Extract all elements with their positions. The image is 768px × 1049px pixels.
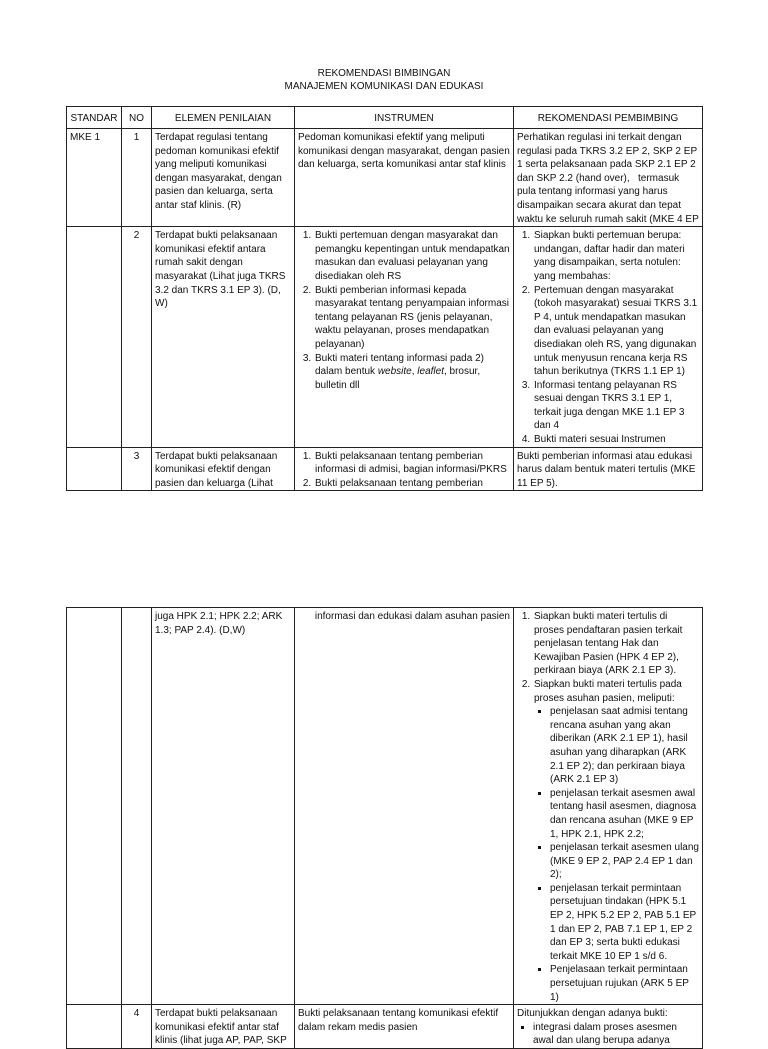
list-item-text: Siapkan bukti materi tertulis pada proses asuhan pasien, meliputi: [534, 678, 682, 704]
list-item: 3. Informasi tentang pelayanan RS sesuai dengan TKRS 3.1 EP 1, terkait juga dengan MKE 1.1 EP 3 dan 4 [533, 379, 699, 433]
no-cell: 2 [122, 227, 152, 448]
column-header-elemen: ELEMEN PENILAIAN [152, 107, 295, 129]
no-cell: 3 [122, 447, 152, 491]
bullet-item: ▪ penjelasan terkait permintaan persetujuan tindakan (HPK 5.1 EP 2, HPK 5.2 EP 2, PAB 5.1 EP 1 dan EP 2, PAB 7.1 EP 1, EP 2 dan EP 3; serta bukti edukasi terkait MKE 10 EP 1 s/d 6. [550, 882, 699, 964]
document-title-line2: MANAJEMEN KOMUNIKASI DAN EDUKASI [284, 81, 484, 92]
bullet-list [534, 705, 699, 1004]
standar-cell: MKE 1 [67, 129, 122, 227]
instrumen-cell [295, 447, 514, 491]
column-header-rekomendasi: REKOMENDASI PEMBIMBING [514, 107, 703, 129]
list-item-text: , brosur, bulletin dll [315, 366, 481, 391]
document-title-line1: REKOMENDASI BIMBINGAN [317, 68, 451, 79]
column-header-standar: STANDAR [67, 107, 122, 129]
instrumen-cell: Bukti pelaksanaan tentang komunikasi efektif dalam rekam medis pasien [295, 1005, 514, 1049]
list-item: 1. Siapkan bukti materi tertulis di proses pendaftaran pasien terkait penjelasan tentang Hak dan Kewajiban Pasien (HPK 4 EP 2), perkiraan biaya (ARK 2.1 EP 3). [533, 610, 699, 678]
instrumen-cell [295, 227, 514, 448]
rekomendasi-cell [514, 1005, 703, 1049]
instrumen-list [298, 229, 510, 392]
elemen-cell: Terdapat bukti pelaksanaan komunikasi efektif dengan pasien dan keluarga (Lihat [152, 447, 295, 491]
column-header-no: NO [122, 107, 152, 129]
bullet-item: ▪ Penjelasaan terkait permintaan persetujuan rujukan (ARK 5 EP 1) [550, 963, 699, 1004]
rekomendasi-list [517, 610, 699, 1004]
list-item-text: , [411, 366, 418, 378]
elemen-cell: Terdapat regulasi tentang pedoman komunikasi efektif yang meliputi komunikasi dengan masyarakat, dengan pasien dan keluarga, serta antar staf klinis. (R) [152, 129, 295, 227]
elemen-cell: Terdapat bukti pelaksanaan komunikasi efektif antar staf klinis (lihat juga AP, PAP, SKP [152, 1005, 295, 1049]
standar-cell [67, 227, 122, 448]
bullet-list [517, 1021, 699, 1048]
rekomendasi-cell: Perhatikan regulasi ini terkait dengan regulasi pada TKRS 3.2 EP 2, SKP 2 EP 1 serta pelaksanaan pada SKP 2.1 EP 2 dan SKP 2.2 (hand over), termasuk pula tentang informasi yang harus disampaikan secara akurat dan tepat waktu ke seluruh rumah sakit (MKE 4 EP [514, 129, 703, 227]
rekomendasi-list [517, 229, 699, 447]
list-item: 1. Bukti pelaksanaan tentang pemberian informasi di admisi, bagian informasi/PKRS [314, 450, 510, 477]
list-item-text: Bukti materi tentang informasi pada 2) dalam bentuk [315, 352, 484, 378]
table-row [67, 1005, 703, 1049]
list-item [533, 678, 699, 1004]
table-row [67, 447, 703, 491]
table-row [67, 227, 703, 448]
instrumen-list [298, 450, 510, 491]
standar-cell [67, 608, 122, 1005]
standar-cell [67, 1005, 122, 1049]
table-row [67, 129, 703, 227]
bullet-item: ▪ penjelasan terkait asesmen awal tentang hasil asesmen, diagnosa dan rencana asuhan (MKE 9 EP 1, HPK 2.1, HPK 2.2; [550, 787, 699, 841]
column-header-instrumen: INSTRUMEN [295, 107, 514, 129]
elemen-cell: Terdapat bukti pelaksanaan komunikasi efektif antara rumah sakit dengan masyarakat (Lihat juga TKRS 3.2 dan TKRS 3.1 EP 3). (D, W) [152, 227, 295, 448]
instrumen-cell: informasi dan edukasi dalam asuhan pasien [295, 608, 514, 1005]
list-item: 1. Siapkan bukti pertemuan berupa: undangan, daftar hadir dan materi yang disampaikan, serta notulen: yang membahas: [533, 229, 699, 283]
no-cell [122, 608, 152, 1005]
table-header-row [67, 107, 703, 129]
list-item [314, 352, 510, 393]
list-item: 2. Bukti pelaksanaan tentang pemberian [314, 477, 510, 491]
recommendation-table [66, 106, 703, 491]
rekomendasi-cell [514, 608, 703, 1005]
bullet-item: ▪ penjelasan saat admisi tentang rencana asuhan yang akan diberikan (ARK 2.1 EP 1), hasil asuhan yang diharapkan (ARK 2.1 EP 2); dan perkiraan biaya (ARK 2.1 EP 3) [550, 705, 699, 787]
rekomendasi-cell: Bukti pemberian informasi atau edukasi harus dalam bentuk materi tertulis (MKE 11 EP 5). [514, 447, 703, 491]
list-item: 4. Bukti materi sesuai Instrumen [533, 433, 699, 447]
website-term: website [377, 366, 412, 378]
table-row [67, 608, 703, 1005]
list-item: 1. Bukti pertemuan dengan masyarakat dan pemangku kepentingan untuk mendapatkan masukan dan evaluasi pelayanan yang disediakan oleh RS [314, 229, 510, 283]
no-cell: 4 [122, 1005, 152, 1049]
standar-cell [67, 447, 122, 491]
elemen-cell: juga HPK 2.1; HPK 2.2; ARK 1.3; PAP 2.4). (D,W) [152, 608, 295, 1005]
recommendation-table-continued [66, 607, 703, 1049]
list-item: 2. Pertemuan dengan masyarakat (tokoh masyarakat) sesuai TKRS 3.1 P 4, untuk mendapatkan masukan dan evaluasi pelayanan yang disediakan oleh RS, yang digunakan untuk menyusun rencana kerja RS tahun berikutnya (TKRS 1.1 EP 1) [533, 284, 699, 379]
rekomendasi-intro: Ditunjukkan dengan adanya bukti: [517, 1008, 668, 1020]
bullet-item: ▪ integrasi dalam proses asesmen awal dan ulang berupa adanya [533, 1021, 699, 1048]
instrumen-cell: Pedoman komunikasi efektif yang meliputi komunikasi dengan masyarakat, dengan pasien dan keluarga, serta komunikasi antar staf klinis [295, 129, 514, 227]
no-cell: 1 [122, 129, 152, 227]
leaflet-term: leaflet [417, 366, 444, 378]
rekomendasi-cell [514, 227, 703, 448]
bullet-item: ▪ penjelasan terkait asesmen ulang (MKE 9 EP 2, PAP 2.4 EP 1 dan 2); [550, 841, 699, 882]
list-item: 2. Bukti pemberian informasi kepada masyarakat tentang penyampaian informasi tentang pelayanan RS (jenis pelayanan, waktu pelayanan, proses mendapatkan pelayanan) [314, 284, 510, 352]
